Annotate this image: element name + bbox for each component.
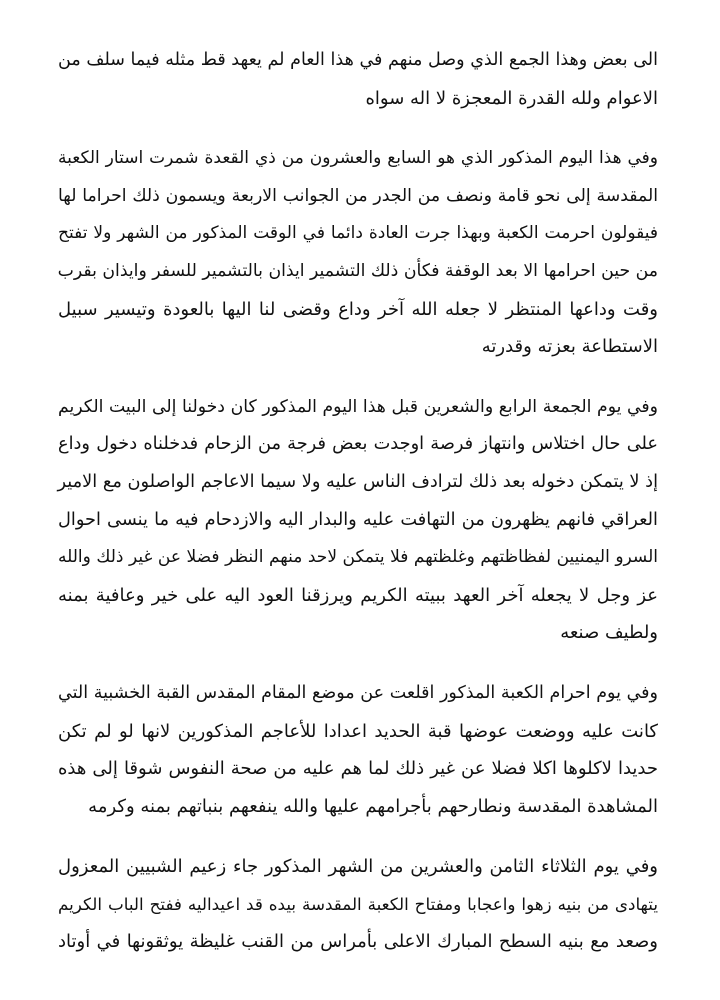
- text-line: الاستطاعة بعزته وقدرته: [481, 336, 658, 358]
- text-line: عز وجل لا يجعله آخر العهد ببيته الكريم ويرزقنا العود اليه على خير وعافية بمنه: [58, 584, 658, 606]
- text-line: على حال اختلاس وانتهاز فرصة اوجدت بعض فرجة من الزحام فدخلناه دخول وداع: [58, 434, 658, 455]
- paragraph-4: [58, 675, 658, 825]
- text-line: من حين احرامها الا بعد الوقفة فكأن ذلك التشمير ايذان بالتشمير للسفر وايذان بقرب: [57, 260, 658, 281]
- text-line: وفي يوم احرام الكعبة المذكور اقلعت عن موضع المقام المقدس القبة الخشبية التي: [58, 682, 658, 703]
- text-line: وفي هذا اليوم المذكور الذي هو السابع والعشرون من ذي القعدة شمرت استار الكعبة: [58, 148, 658, 169]
- text-line: فيقولون احرمت الكعبة وبهذا جرت العادة دائما في الوقت المذكور من الشهر ولا تفتح: [58, 223, 658, 244]
- text-line: الاعوام ولله القدرة المعجزة لا اله سواه: [365, 87, 658, 109]
- paragraph-1: [58, 42, 658, 117]
- text-line: الى بعض وهذا الجمع الذي وصل منهم في هذا العام لم يعهد قط مثله فيما سلف من: [58, 50, 658, 70]
- text-line: يتهادى من بنيه زهوا واعجابا ومفتاح الكعبة المقدسة بيده قد اعيداليه ففتح الباب الكريم: [58, 893, 658, 914]
- text-line: السرو اليمنيين لفظاظتهم وغلظتهم فلا يتمكن لاحد منهم النظر فضلا عن غير ذلك والله: [58, 547, 658, 568]
- text-line: ولطيف صنعه: [560, 622, 658, 644]
- text-line: وصعد مع بنيه السطح المبارك الاعلى بأمراس من القنب غليظة يوثقونها في أوتاد: [58, 931, 658, 953]
- text-line: العراقي فانهم يظهرون من التهافت عليه والبدار اليه والازدحام فيه ما ينسى احوال: [58, 509, 658, 530]
- text-line: وقت وداعها المنتظر لا جعله الله آخر وداع وقضى لنا اليها بالعودة وتيسير سبيل: [58, 298, 658, 320]
- paragraph-2: [58, 140, 658, 366]
- text-line: المشاهدة المقدسة ونطارحهم بأجرامهم عليها والله ينفعهم بنباتهم بمنه وكرمه: [88, 795, 658, 817]
- text-line: إذ لا يتمكن دخوله بعد ذلك لترادف الناس عليه ولا سيما الاعاجم الواصلون مع الامير: [57, 471, 658, 492]
- paragraph-5: [58, 848, 658, 961]
- text-line: كانت عليه ووضعت عوضها قبة الحديد اعدادا للأعاجم المذكورين لانها لو لم تكن: [58, 720, 658, 742]
- text-line: حديدا لاكلوها اكلا فضلا عن غير ذلك لما هم عليه من صحة النفوس شوقا إلى هذه: [58, 758, 658, 780]
- text-line: المقدسة إلى نحو قامة ونصف من الجدر من الجوانب الاربعة ويسمون ذلك احراما لها: [58, 185, 658, 206]
- paragraph-3: [58, 389, 658, 652]
- text-line: وفي يوم الجمعة الرابع والشعرين قبل هذا اليوم المذكور كان دخولنا إلى البيت الكريم: [58, 396, 658, 417]
- text-line: وفي يوم الثلاثاء الثامن والعشرين من الشهر المذكور جاء زعيم الشبيين المعزول: [58, 856, 658, 878]
